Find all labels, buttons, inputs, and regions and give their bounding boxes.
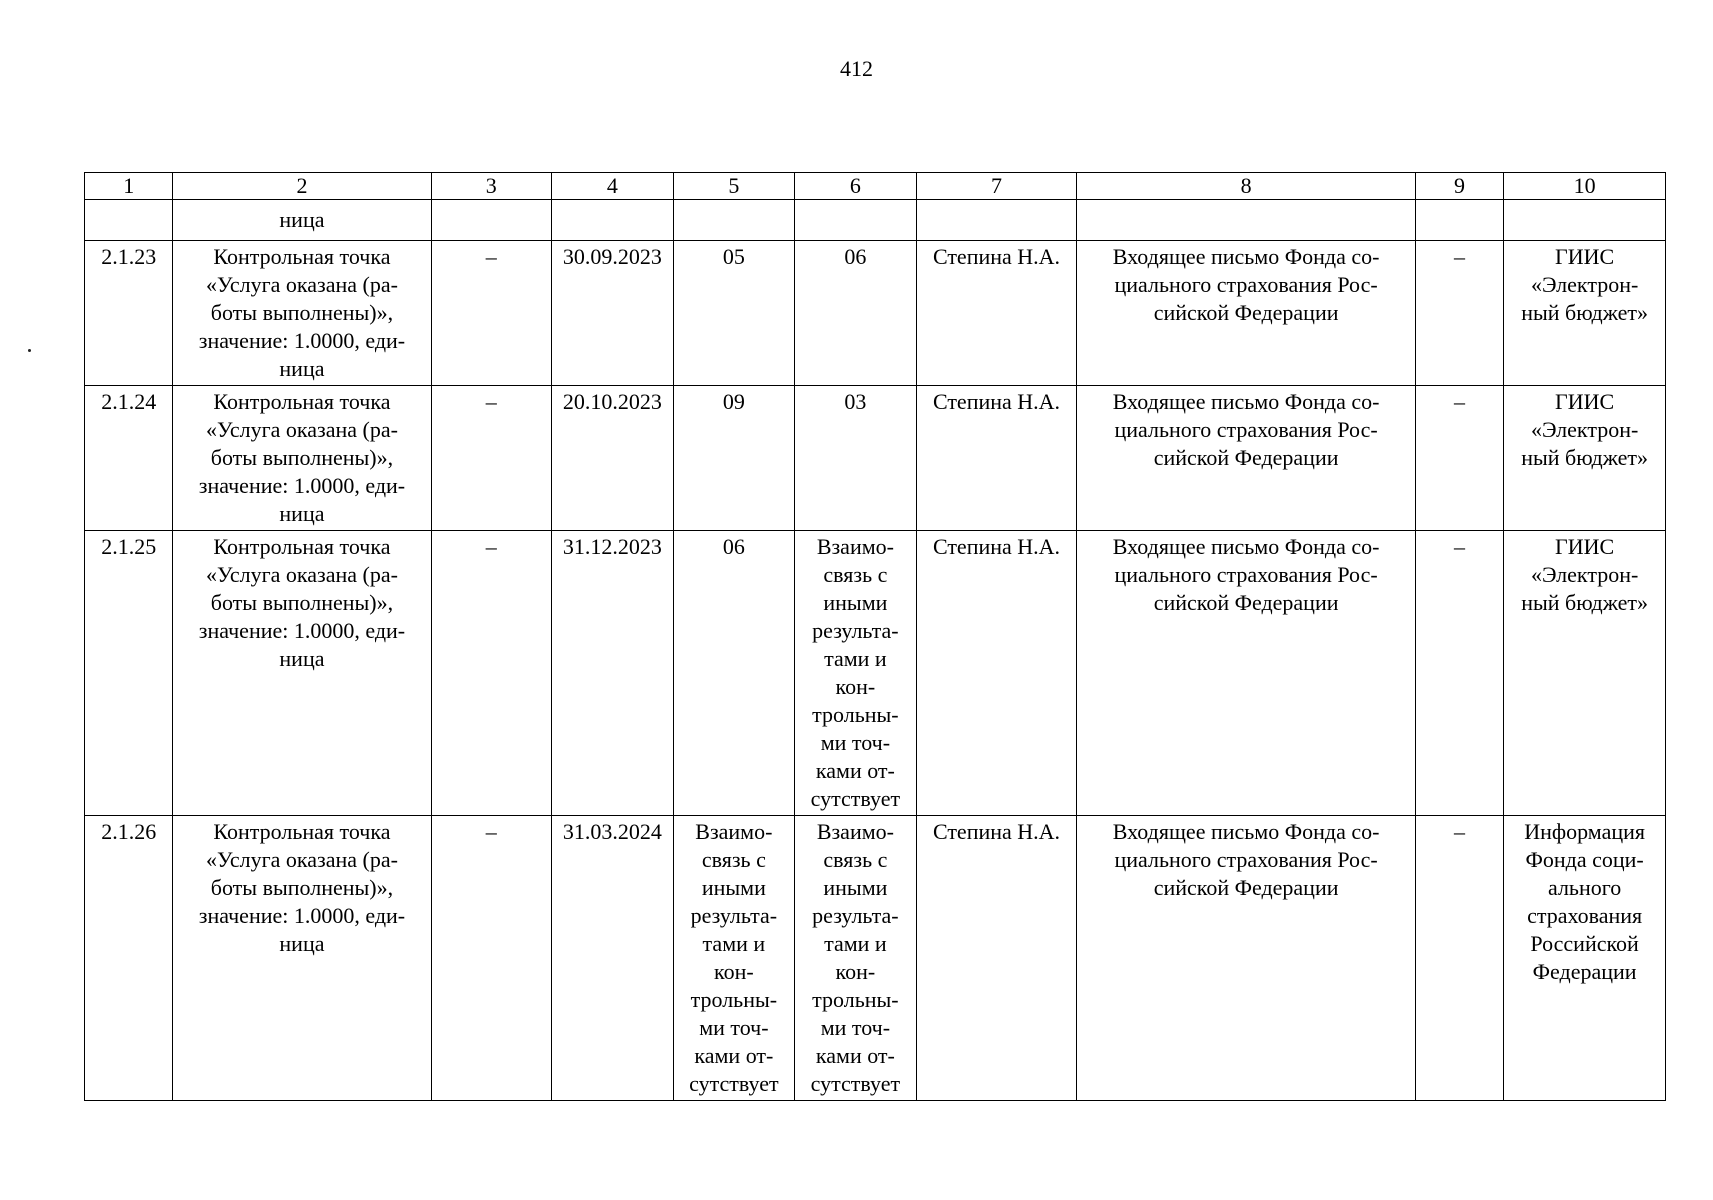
column-6-cell	[795, 241, 917, 386]
column-5-cell-text: 09	[722, 389, 745, 414]
confirming-document-cell-text: Входящее письмо Фонда со- циального страхования Рос- сийской Федерации	[1112, 244, 1380, 325]
date-cell-text: 30.09.2023	[562, 244, 662, 269]
row-number-cell	[85, 386, 173, 531]
continuation-cell-4	[552, 200, 674, 241]
continuation-cell-10	[1504, 200, 1666, 241]
table-row	[85, 531, 1666, 816]
continuation-row	[85, 200, 1666, 241]
continuation-cell-9	[1415, 200, 1503, 241]
table-row	[85, 386, 1666, 531]
information-system-cell-text: ГИИС «Электрон- ный бюджет»	[1521, 244, 1649, 325]
date-cell	[552, 531, 674, 816]
control-point-name-cell	[173, 386, 431, 531]
column-6-cell-text: 06	[844, 244, 867, 269]
information-system-cell-text: ГИИС «Электрон- ный бюджет»	[1521, 534, 1649, 615]
row-number-cell	[85, 531, 173, 816]
column-5-cell	[673, 241, 795, 386]
information-system-cell-text: ГИИС «Электрон- ный бюджет»	[1521, 389, 1649, 470]
information-system-cell	[1504, 241, 1666, 386]
date-cell-text: 31.03.2024	[562, 819, 662, 844]
column-6-cell	[795, 531, 917, 816]
column-header-9: 9	[1415, 173, 1503, 200]
control-point-name-cell	[173, 816, 431, 1101]
row-number-cell-text: 2.1.23	[101, 244, 157, 269]
confirming-document-cell-text: Входящее письмо Фонда со- циального страхования Рос- сийской Федерации	[1112, 389, 1380, 470]
column-5-cell	[673, 531, 795, 816]
continuation-cell-1	[85, 200, 173, 241]
responsible-person-cell-text: Степина Н.А.	[932, 244, 1061, 269]
date-cell	[552, 816, 674, 1101]
table-row	[85, 241, 1666, 386]
column-9-cell-text: –	[1454, 819, 1466, 844]
column-header-4: 4	[552, 173, 674, 200]
date-cell	[552, 386, 674, 531]
column-header-2: 2	[173, 173, 431, 200]
confirming-document-cell	[1077, 386, 1415, 531]
column-9-cell-text: –	[1454, 244, 1466, 269]
responsible-person-cell	[916, 816, 1077, 1101]
row-number-cell-text: 2.1.26	[101, 819, 157, 844]
column-number-header-row	[85, 173, 1666, 200]
column-3-cell-text: –	[485, 244, 497, 269]
control-point-name-cell-text: Контрольная точка «Услуга оказана (ра- боты выполнены)», значение: 1.0000, еди- ница	[198, 819, 406, 956]
control-point-name-cell-text: Контрольная точка «Услуга оказана (ра- боты выполнены)», значение: 1.0000, еди- ница	[198, 534, 406, 671]
control-point-name-cell	[173, 241, 431, 386]
column-3-cell-text: –	[485, 389, 497, 414]
column-header-8: 8	[1077, 173, 1415, 200]
row-number-cell	[85, 816, 173, 1101]
confirming-document-cell	[1077, 816, 1415, 1101]
responsible-person-cell-text: Степина Н.А.	[932, 389, 1061, 414]
responsible-person-cell	[916, 531, 1077, 816]
information-system-cell	[1504, 816, 1666, 1101]
responsible-person-cell-text: Степина Н.А.	[932, 534, 1061, 559]
column-9-cell	[1415, 531, 1503, 816]
column-header-7: 7	[916, 173, 1077, 200]
confirming-document-cell	[1077, 241, 1415, 386]
control-point-name-cell-text: Контрольная точка «Услуга оказана (ра- боты выполнены)», значение: 1.0000, еди- ница	[198, 244, 406, 381]
date-cell-text: 20.10.2023	[562, 389, 662, 414]
column-header-10: 10	[1504, 173, 1666, 200]
column-6-cell-text: Взаимо- связь с иными результа- тами и кон- трольны- ми точ- ками от- сутствует	[810, 534, 901, 811]
table-row	[85, 816, 1666, 1101]
control-points-table	[84, 172, 1666, 1101]
column-3-cell	[431, 816, 552, 1101]
responsible-person-cell	[916, 241, 1077, 386]
column-6-cell-text: 03	[844, 389, 867, 414]
continuation-cell-6	[795, 200, 917, 241]
responsible-person-cell-text: Степина Н.А.	[932, 819, 1061, 844]
continuation-cell-7	[916, 200, 1077, 241]
information-system-cell	[1504, 531, 1666, 816]
column-3-cell	[431, 241, 552, 386]
page-number: 412	[840, 56, 873, 81]
column-9-cell-text: –	[1454, 389, 1466, 414]
control-point-name-cell-text: Контрольная точка «Услуга оказана (ра- боты выполнены)», значение: 1.0000, еди- ница	[198, 389, 406, 526]
column-6-cell	[795, 386, 917, 531]
row-number-cell-text: 2.1.25	[101, 534, 157, 559]
column-5-cell-text: Взаимо- связь с иными результа- тами и кон- трольны- ми точ- ками от- сутствует	[689, 819, 779, 1096]
column-3-cell-text: –	[485, 534, 497, 559]
responsible-person-cell	[916, 386, 1077, 531]
column-9-cell	[1415, 241, 1503, 386]
row-number-cell	[85, 241, 173, 386]
column-5-cell-text: 05	[722, 244, 745, 269]
date-cell-text: 31.12.2023	[562, 534, 662, 559]
column-header-5: 5	[673, 173, 795, 200]
column-header-3: 3	[431, 173, 552, 200]
column-header-1: 1	[85, 173, 173, 200]
date-cell	[552, 241, 674, 386]
column-5-cell	[673, 816, 795, 1101]
column-9-cell	[1415, 816, 1503, 1101]
continuation-cell-5	[673, 200, 795, 241]
continuation-cell-3	[431, 200, 552, 241]
confirming-document-cell-text: Входящее письмо Фонда со- циального страхования Рос- сийской Федерации	[1112, 819, 1380, 900]
information-system-cell-text: Информация Фонда соци- ального страхования Российской Федерации	[1524, 819, 1646, 984]
column-3-cell	[431, 531, 552, 816]
scan-dot	[28, 349, 31, 352]
continuation-cell-2: ница	[173, 200, 431, 241]
column-9-cell	[1415, 386, 1503, 531]
continuation-cell-8	[1077, 200, 1415, 241]
confirming-document-cell-text: Входящее письмо Фонда со- циального страхования Рос- сийской Федерации	[1112, 534, 1380, 615]
column-3-cell	[431, 386, 552, 531]
column-9-cell-text: –	[1454, 534, 1466, 559]
column-6-cell	[795, 816, 917, 1101]
column-5-cell	[673, 386, 795, 531]
column-3-cell-text: –	[485, 819, 497, 844]
column-header-6: 6	[795, 173, 917, 200]
information-system-cell	[1504, 386, 1666, 531]
control-point-name-cell	[173, 531, 431, 816]
column-6-cell-text: Взаимо- связь с иными результа- тами и кон- трольны- ми точ- ками от- сутствует	[810, 819, 901, 1096]
column-5-cell-text: 06	[722, 534, 745, 559]
row-number-cell-text: 2.1.24	[101, 389, 157, 414]
confirming-document-cell	[1077, 531, 1415, 816]
